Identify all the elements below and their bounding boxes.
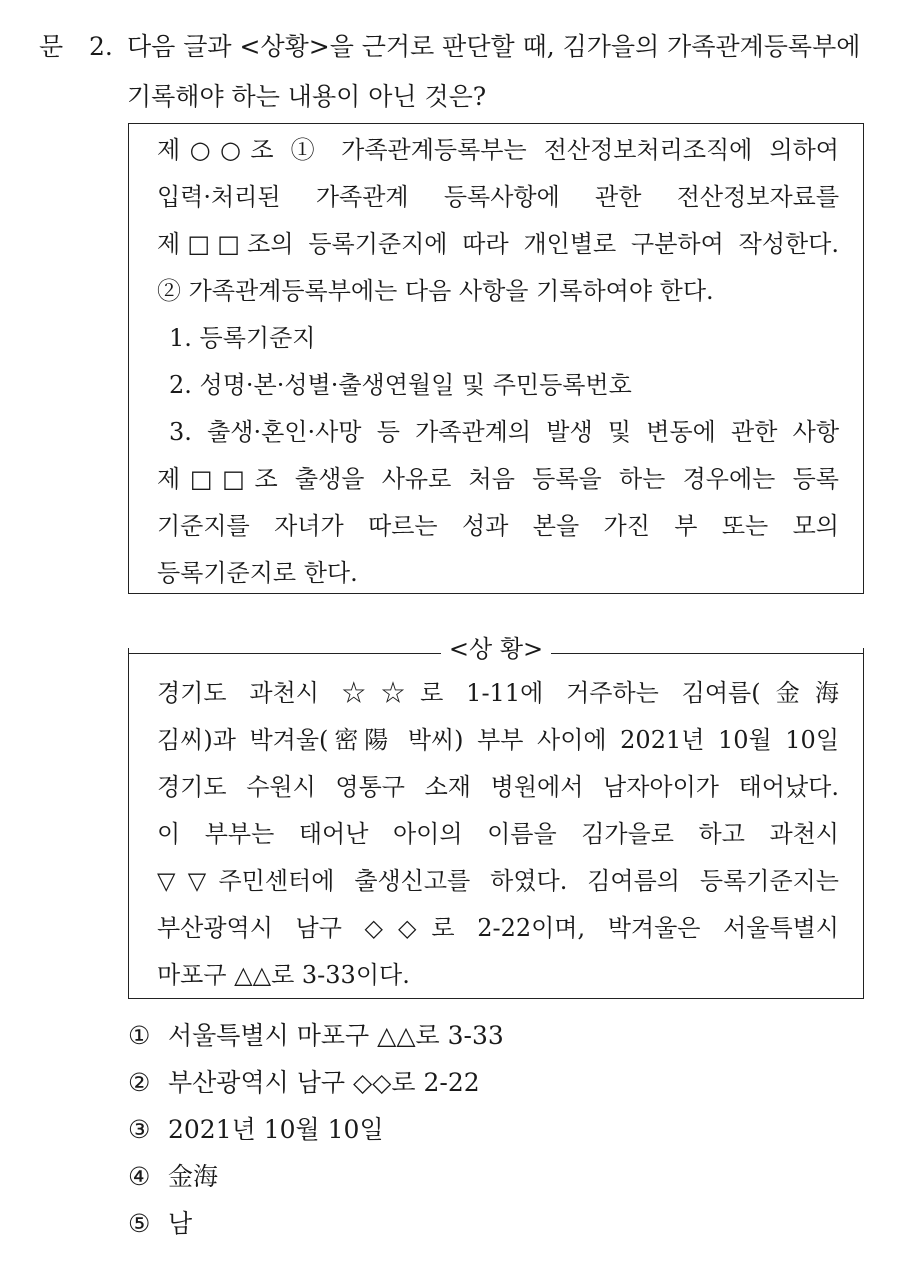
law-line: 제□□조 출생을 사유로 처음 등록을 하는 경우에는 등록 xyxy=(157,465,839,493)
option-3[interactable] xyxy=(128,1106,828,1153)
option-2[interactable] xyxy=(128,1059,828,1106)
option-text: 金海 xyxy=(168,1162,219,1191)
option-mark: ① xyxy=(128,1021,151,1050)
question-stem-line-2: 기록해야 하는 내용이 아닌 것은? xyxy=(127,82,487,111)
option-mark: ⑤ xyxy=(128,1209,151,1238)
situation-line: 경기도 수원시 영통구 소재 병원에서 남자아이가 태어났다. xyxy=(157,773,839,801)
question-label: 문 xyxy=(39,32,64,61)
situation-line: 이 부부는 태어난 아이의 이름을 김가을로 하고 과천시 xyxy=(157,820,839,848)
law-item: 2. 성명·본·성별·출생연월일 및 주민등록번호 xyxy=(169,371,632,399)
option-5[interactable] xyxy=(128,1200,828,1247)
option-1[interactable] xyxy=(128,1012,828,1059)
law-line: 기준지를 자녀가 따르는 성과 본을 가진 부 또는 모의 xyxy=(157,512,839,540)
option-text: 남 xyxy=(168,1209,193,1238)
option-mark: ③ xyxy=(128,1115,151,1144)
situation-line: 경기도 과천시 ☆☆로 1-11에 거주하는 김여름(金海 xyxy=(157,679,839,707)
situation-line: 마포구 △△로 3-33이다. xyxy=(157,961,410,989)
question-stem-line-1: 다음 글과 <상황>을 근거로 판단할 때, 김가을의 가족관계등록부에 xyxy=(127,32,861,61)
situation-title-label: <상 황> xyxy=(448,634,544,663)
question-number: 2. xyxy=(89,32,113,61)
law-line: 입력·처리된 가족관계 등록사항에 관한 전산정보자료를 xyxy=(157,183,839,211)
law-line: ② 가족관계등록부에는 다음 사항을 기록하여야 한다. xyxy=(157,277,714,305)
question-header xyxy=(39,22,889,122)
situation-line: 김씨)과 박겨울(密陽 박씨) 부부 사이에 2021년 10월 10일 xyxy=(157,726,839,754)
situation-box xyxy=(128,648,864,999)
option-4[interactable] xyxy=(128,1153,828,1200)
option-mark: ④ xyxy=(128,1162,151,1191)
law-line: 제○○조 ① 가족관계등록부는 전산정보처리조직에 의하여 xyxy=(157,136,839,164)
situation-line: ▽▽주민센터에 출생신고를 하였다. 김여름의 등록기준지는 xyxy=(157,867,839,895)
option-text: 서울특별시 마포구 △△로 3-33 xyxy=(168,1021,504,1050)
option-text: 부산광역시 남구 ◇◇로 2-22 xyxy=(168,1068,480,1097)
answer-options xyxy=(128,1012,828,1247)
option-mark: ② xyxy=(128,1068,151,1097)
law-item: 3. 출생·혼인·사망 등 가족관계의 발생 및 변동에 관한 사항 xyxy=(169,418,839,446)
situation-line: 부산광역시 남구 ◇◇로 2-22이며, 박겨울은 서울특별시 xyxy=(157,914,839,942)
law-line: 등록기준지로 한다. xyxy=(157,559,358,587)
law-item: 1. 등록기준지 xyxy=(169,324,316,352)
law-line: 제□□조의 등록기준지에 따라 개인별로 구분하여 작성한다. xyxy=(157,230,839,258)
option-text: 2021년 10월 10일 xyxy=(168,1115,384,1144)
law-text-box xyxy=(128,123,864,594)
